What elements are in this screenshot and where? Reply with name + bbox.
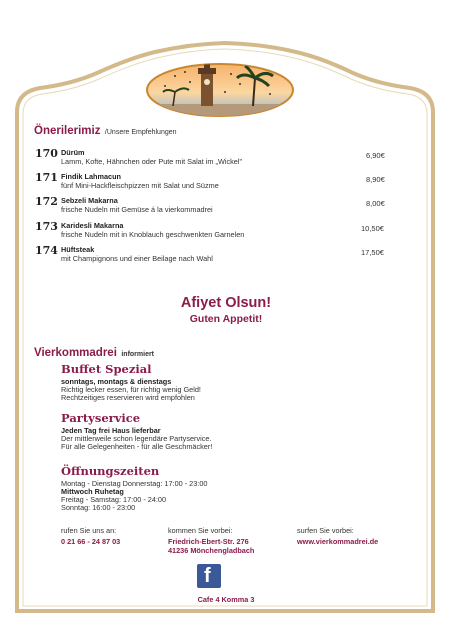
greeting-german: Guten Appetit! [189,313,263,325]
party-note: Für alle Gelegenheiten - für alle Geschmäcker! [61,442,213,451]
item-description: fünf Mini-Hackfleischpizzen mit Salat und Süzme [61,181,219,190]
item-price: 6,90€ [366,151,385,160]
hours-line-1: Montag - Dienstag Donnerstag: 17:00 - 23:00 [61,479,208,488]
web-label: surfen Sie vorbei: [297,526,354,535]
hours-title: Öffnungszeiten [61,464,160,478]
street-address: Friedrich-Ebert-Str. 276 [168,537,249,546]
item-price: 17,50€ [361,248,384,257]
item-number: 173 [35,220,58,233]
item-name: Sebzeli Makarna [61,196,118,205]
website-link[interactable]: www.vierkommadrei.de [297,537,379,546]
buffet-note: Rechtzeitiges reservieren wird empfohlen [61,393,195,402]
item-description: Lamm, Kofte, Hähnchen oder Pute mit Salat im „Wickel" [61,157,243,166]
greeting-turkish: Afiyet Olsun! [180,295,272,311]
item-name: Findik Lahmacun [61,172,122,181]
info-heading [34,343,154,361]
recommendations-subtitle: /Unsere Empfehlungen [104,129,177,136]
item-number: 171 [35,171,58,184]
item-name: Dürüm [61,148,85,157]
item-price: 8,90€ [366,175,385,184]
call-label: rufen Sie uns an: [61,526,117,535]
buffet-title: Buffet Spezial [61,362,152,376]
item-number: 174 [35,244,58,257]
hours-line-4: Sonntag: 16:00 - 23:00 [61,503,136,512]
phone-number[interactable]: 0 21 66 - 24 87 03 [61,537,121,546]
cafe-name: Cafe 4 Komma 3 [197,595,255,604]
item-price: 8,00€ [366,199,385,208]
clock-tower-illustration [145,62,295,118]
item-name: Hüftsteak [61,245,95,254]
recommendations-heading [34,121,177,139]
city-address: 41236 Mönchengladbach [168,546,255,555]
visit-label: kommen Sie vorbei: [168,526,233,535]
hours-line-2: Mittwoch Ruhetag [61,487,124,496]
hours-line-3: Freitag - Samstag: 17:00 - 24:00 [61,495,167,504]
item-description: frische Nudeln mit in Knoblauch geschwenkten Garnelen [61,230,245,239]
party-delivery: Jeden Tag frei Haus lieferbar [61,426,161,435]
info-title: Vierkommadrei [34,347,117,359]
item-description: frische Nudeln mit Gemüse á la vierkommadrei [61,205,213,214]
item-number: 170 [35,147,58,160]
item-number: 172 [35,195,58,208]
item-name: Karidesli Makarna [61,221,124,230]
buffet-days: sonntags, montags & dienstags [61,377,172,386]
buffet-text: Richtig lecker essen, für richtig wenig Geld! [61,385,201,394]
party-text: Der mittlerweile schon legendäre Partyservice. [61,434,212,443]
recommendations-title: Önerilerimiz [34,125,101,137]
info-subtitle: informiert [121,351,155,358]
item-price: 10,50€ [361,224,384,233]
item-description: mit Champignons und einer Beilage nach Wahl [61,254,213,263]
party-title: Partyservice [61,411,141,425]
facebook-icon[interactable]: f [197,564,221,588]
